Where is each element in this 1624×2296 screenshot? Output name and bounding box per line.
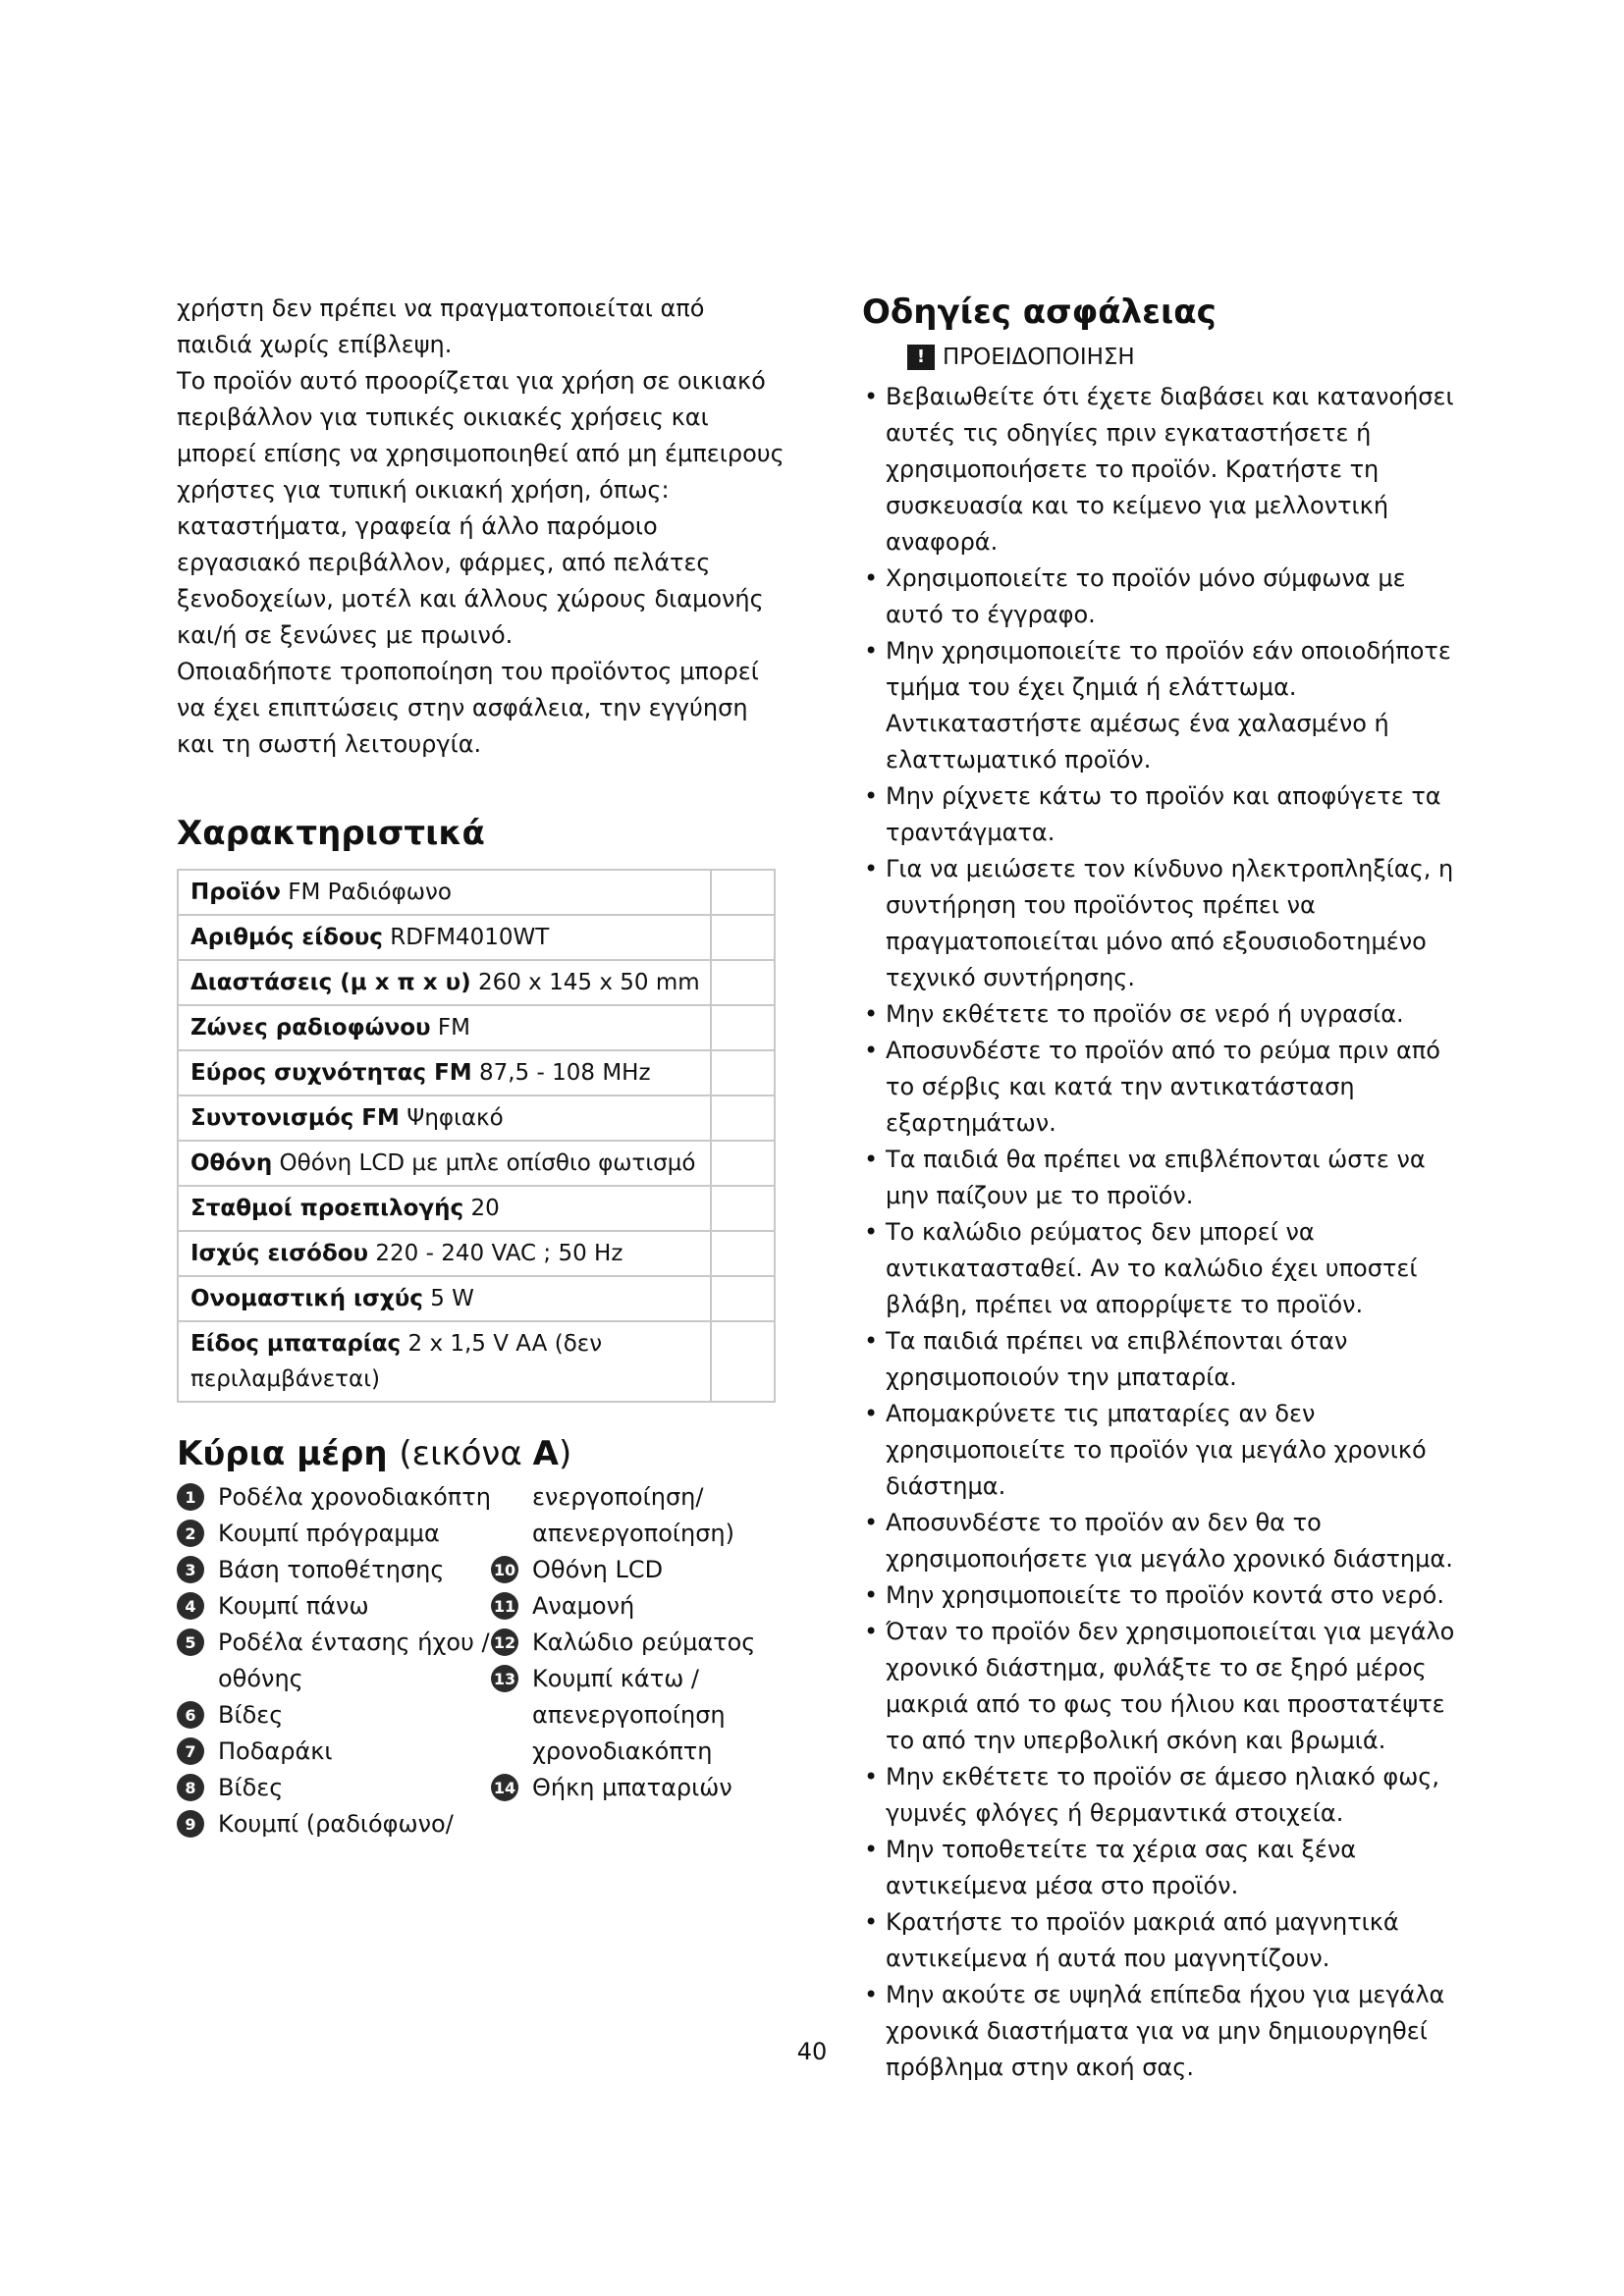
parts-heading-title: Κύρια μέρη (177, 1434, 388, 1473)
part-number-badge: 10 (491, 1556, 518, 1583)
spec-key: Ισχύς εισόδου (190, 1241, 369, 1266)
safety-bullet: • Βεβαιωθείτε ότι έχετε διαβάσει και κατανοήσει αυτές τις οδηγίες πριν εγκαταστήσετε ή χρησιμοποιήσετε το προϊόν. Κρατήστε τη συσκευασία και το κείμενο για μελλοντική αναφορά. (862, 379, 1471, 561)
spec-empty-cell (711, 1005, 775, 1050)
spec-row (178, 1050, 775, 1095)
part-label: Βίδες (218, 1701, 284, 1729)
spec-cell (178, 1141, 711, 1186)
part-label: Οθόνη LCD (532, 1556, 664, 1583)
part-item (491, 1552, 785, 1588)
safety-bullet: • Κρατήστε το προϊόν μακριά από μαγνητικά αντικείμενα ή αυτά που μαγνητίζουν. (862, 1904, 1471, 1977)
spec-empty-cell (711, 1321, 775, 1402)
part-label: Βάση τοποθέτησης (218, 1556, 445, 1583)
spec-empty-cell (711, 915, 775, 960)
spec-row (178, 1276, 775, 1321)
warning-label-row (907, 340, 1471, 375)
spec-empty-cell (711, 1276, 775, 1321)
spec-value: 20 (470, 1196, 500, 1221)
spec-value: 260 x 145 x 50 mm (477, 970, 700, 995)
intro-paragraph: Το προϊόν αυτό προορίζεται για χρήση σε οικιακό περιβάλλον για τυπικές οικιακές χρήσεις και μπορεί επίσης να χρησιμοποιηθεί από μη έμπειρους χρήστες για τυπική οικιακή χρήση, όπως: καταστήματα, γραφεία ή άλλο παρόμοιο εργασιακό περιβάλλον, φάρμες, από πελάτες ξενοδοχείων, μοτέλ και άλλους χώρους διαμονής και/ή σε ξενώνες με πρωινό. (177, 367, 785, 649)
spec-value: Ψηφιακό (406, 1105, 504, 1131)
part-number-badge: 5 (177, 1629, 204, 1656)
part-item (491, 1625, 785, 1661)
safety-bullet: • Τα παιδιά θα πρέπει να επιβλέπονται ώστε να μην παίζουν με το προϊόν. (862, 1142, 1471, 1214)
part-number-badge: 2 (177, 1520, 204, 1547)
safety-bullet: • Μην χρησιμοποιείτε το προϊόν εάν οποιοδήποτε τμήμα του έχει ζημιά ή ελάττωμα. Αντικαταστήστε αμέσως ένα χαλασμένο ή ελαττωματικό προϊόν. (862, 633, 1471, 778)
part-number-badge: 1 (177, 1483, 204, 1511)
specs-table (177, 869, 776, 1403)
parts-column-1 (177, 1479, 491, 1842)
spec-key: Ονομαστική ισχύς (190, 1286, 423, 1311)
parts-heading-sub: (εικόνα (399, 1434, 533, 1473)
parts-column-2 (491, 1479, 785, 1842)
spec-empty-cell (711, 1186, 775, 1231)
spec-cell (178, 870, 711, 915)
safety-bullet: • Τα παιδιά πρέπει να επιβλέπονται όταν χρησιμοποιούν την μπαταρία. (862, 1323, 1471, 1396)
part-item (177, 1770, 491, 1806)
spec-row (178, 960, 775, 1005)
safety-bullet-list (862, 379, 1471, 2086)
safety-bullet: • Αποσυνδέστε το προϊόν αν δεν θα το χρησιμοποιήσετε για μεγάλο χρονικό διάστημα. (862, 1505, 1471, 1577)
spec-key: Ζώνες ραδιοφώνου (190, 1015, 431, 1041)
part-label-continuation: ενεργοποίηση/ απενεργοποίηση) (532, 1483, 734, 1547)
part-label: Ροδέλα έντασης ήχου / οθόνης (218, 1629, 490, 1692)
spec-key: Διαστάσεις (μ x π x υ) (190, 970, 471, 995)
warning-label: ΠΡΟΕΙΔΟΠΟΙΗΣΗ (943, 345, 1135, 370)
part-label: Κουμπί πρόγραμμα (218, 1520, 440, 1547)
spec-row (178, 870, 775, 915)
spec-key: Σταθμοί προεπιλογής (190, 1196, 464, 1221)
spec-row (178, 1141, 775, 1186)
specs-heading: Χαρακτηριστικά (177, 814, 485, 853)
parts-heading-letter: A (532, 1434, 559, 1473)
spec-empty-cell (711, 1095, 775, 1141)
safety-bullet: • Μην ακούτε σε υψηλά επίπεδα ήχου για μεγάλα χρονικά διαστήματα για να μην δημιουργηθεί πρόβλημα στην ακοή σας. (862, 1977, 1471, 2086)
spec-value: 220 - 240 VAC ; 50 Hz (375, 1241, 623, 1266)
spec-cell (178, 1095, 711, 1141)
spec-key: Οθόνη (190, 1150, 273, 1176)
spec-empty-cell (711, 1231, 775, 1276)
spec-empty-cell (711, 1141, 775, 1186)
spec-key: Συντονισμός FM (190, 1105, 400, 1131)
right-column (862, 291, 1471, 2086)
intro-paragraph: Οποιαδήποτε τροποποίηση του προϊόντος μπορεί να έχει επιπτώσεις στην ασφάλεια, την εγγύηση και τη σωστή λειτουργία. (177, 658, 759, 758)
spec-value: RDFM4010WT (390, 925, 550, 950)
safety-bullet: • Για να μειώσετε τον κίνδυνο ηλεκτροπληξίας, η συντήρηση του προϊόντος πρέπει να πραγματοποιείται μόνο από εξουσιοδοτημένο τεχνικό συντήρησης. (862, 851, 1471, 996)
part-number-badge: 4 (177, 1592, 204, 1620)
part-item (177, 1697, 491, 1734)
spec-value: 2 x 1,5 V AA (δεν περιλαμβάνεται) (190, 1331, 603, 1392)
part-number-badge: 14 (491, 1774, 518, 1801)
part-item (491, 1588, 785, 1625)
safety-bullet: • Απομακρύνετε τις μπαταρίες αν δεν χρησιμοποιείτε το προϊόν για μεγάλο χρονικό διάστημα. (862, 1396, 1471, 1505)
parts-heading (177, 1432, 785, 1475)
part-item (491, 1661, 785, 1770)
spec-row (178, 1186, 775, 1231)
spec-value: FM Ραδιόφωνο (288, 880, 452, 905)
part-item (177, 1516, 491, 1552)
spec-row (178, 1005, 775, 1050)
part-number-badge: 12 (491, 1629, 518, 1656)
part-number-badge: 3 (177, 1556, 204, 1583)
part-label: Κουμπί κάτω / απενεργοποίηση χρονοδιακόπτη (532, 1665, 726, 1765)
part-number-badge: 8 (177, 1774, 204, 1801)
safety-bullet: • Χρησιμοποιείτε το προϊόν μόνο σύμφωνα με αυτό το έγγραφο. (862, 561, 1471, 633)
safety-bullet: • Μην εκθέτετε το προϊόν σε νερό ή υγρασία. (862, 996, 1471, 1033)
spec-cell (178, 1231, 711, 1276)
spec-value: FM (437, 1015, 470, 1041)
part-label: Κουμπί πάνω (218, 1592, 369, 1620)
part-number-badge: 7 (177, 1737, 204, 1765)
part-label: Αναμονή (532, 1592, 635, 1620)
spec-cell (178, 1186, 711, 1231)
spec-key: Προϊόν (190, 880, 281, 905)
part-item (177, 1479, 491, 1516)
spec-cell (178, 915, 711, 960)
part-number-badge: 13 (491, 1665, 518, 1692)
part-label: Καλώδιο ρεύματος (532, 1629, 756, 1656)
parts-list (177, 1479, 785, 1842)
spec-empty-cell (711, 1050, 775, 1095)
part-label: Θήκη μπαταριών (532, 1774, 732, 1801)
spec-row (178, 915, 775, 960)
left-column (177, 291, 785, 1842)
spec-value: 5 W (430, 1286, 474, 1311)
spec-cell (178, 1050, 711, 1095)
spec-row (178, 1321, 775, 1402)
intro-paragraph: χρήστη δεν πρέπει να πραγματοποιείται από παιδιά χωρίς επίβλεψη. (177, 294, 705, 358)
spec-key: Εύρος συχνότητας FM (190, 1060, 472, 1086)
spec-cell (178, 960, 711, 1005)
safety-bullet: • Το καλώδιο ρεύματος δεν μπορεί να αντικατασταθεί. Αν το καλώδιο έχει υποστεί βλάβη, πρέπει να απορρίψετε το προϊόν. (862, 1214, 1471, 1323)
spec-key: Αριθμός είδους (190, 925, 383, 950)
part-item (491, 1770, 785, 1806)
parts-heading-close: ) (558, 1434, 572, 1473)
spec-value: Οθόνη LCD με μπλε οπίσθιο φωτισμό (279, 1150, 696, 1176)
part-label: Κουμπί (ραδιόφωνο/ (218, 1810, 454, 1838)
spec-cell (178, 1321, 711, 1402)
part-item (177, 1552, 491, 1588)
safety-bullet: • Μην χρησιμοποιείτε το προϊόν κοντά στο νερό. (862, 1577, 1471, 1614)
spec-row (178, 1095, 775, 1141)
safety-heading: Οδηγίες ασφάλειας (862, 293, 1217, 332)
safety-bullet: • Μην ρίχνετε κάτω το προϊόν και αποφύγετε τα τραντάγματα. (862, 778, 1471, 851)
spec-value: 87,5 - 108 MHz (478, 1060, 651, 1086)
spec-cell (178, 1005, 711, 1050)
spec-empty-cell (711, 960, 775, 1005)
safety-bullet: • Όταν το προϊόν δεν χρησιμοποιείται για μεγάλο χρονικό διάστημα, φυλάξτε το σε ξηρό μέρος μακριά από το φως του ήλιου και προστατέψτε το από την υπερβολική σκόνη και βρωμιά. (862, 1614, 1471, 1759)
part-item (177, 1625, 491, 1697)
safety-bullet: • Μην εκθέτετε το προϊόν σε άμεσο ηλιακό φως, γυμνές φλόγες ή θερμαντικά στοιχεία. (862, 1759, 1471, 1832)
part-number-badge: 11 (491, 1592, 518, 1620)
safety-bullet: • Αποσυνδέστε το προϊόν από το ρεύμα πριν από το σέρβις και κατά την αντικατάσταση εξαρτημάτων. (862, 1033, 1471, 1142)
part-label: Ποδαράκι (218, 1737, 333, 1765)
part-item (177, 1734, 491, 1770)
part-label: Βίδες (218, 1774, 284, 1801)
spec-key: Είδος μπαταρίας (190, 1331, 402, 1357)
part-label: Ροδέλα χρονοδιακόπτη (218, 1483, 491, 1511)
spec-row (178, 1231, 775, 1276)
safety-bullet: • Μην τοποθετείτε τα χέρια σας και ξένα αντικείμενα μέσα στο προϊόν. (862, 1832, 1471, 1904)
spec-cell (178, 1276, 711, 1321)
part-item (177, 1588, 491, 1625)
spec-empty-cell (711, 870, 775, 915)
warning-icon: ! (907, 345, 935, 370)
part-item (177, 1806, 491, 1842)
page-number: 40 (796, 2038, 828, 2065)
part-number-badge: 9 (177, 1810, 204, 1838)
part-number-badge: 6 (177, 1701, 204, 1729)
